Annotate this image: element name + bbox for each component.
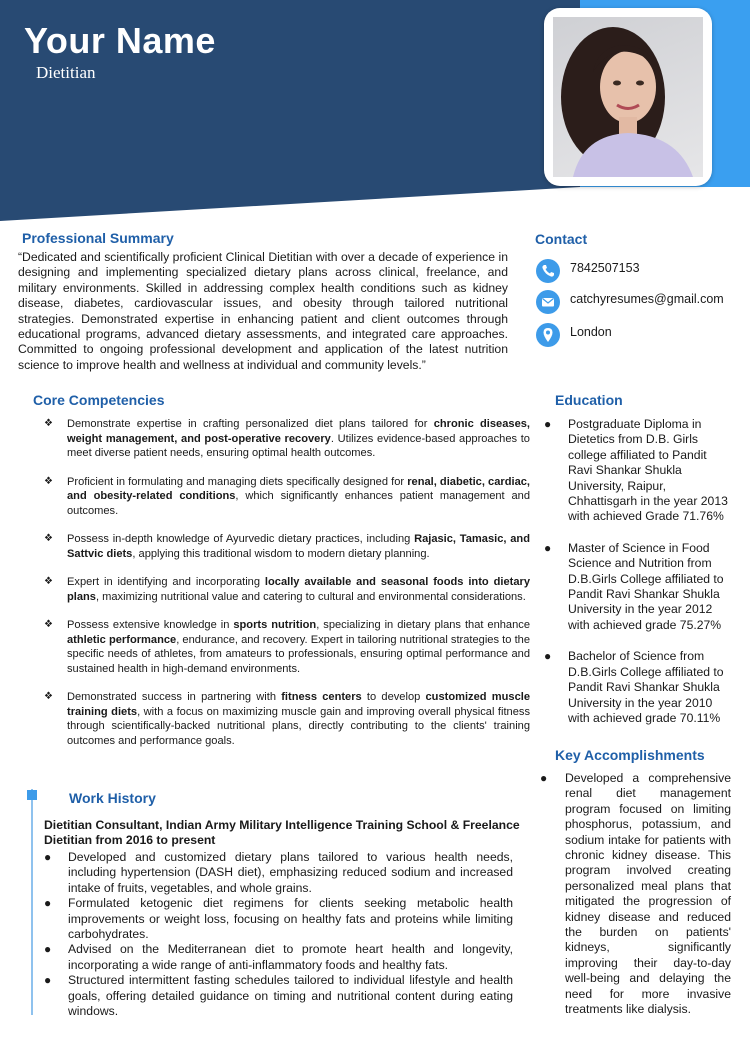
location-pin-icon <box>536 323 560 347</box>
work-item <box>44 850 513 896</box>
competency-item <box>44 417 530 461</box>
competency-item-text <box>67 576 530 603</box>
competency-text: Possess extensive knowledge in <box>67 619 234 631</box>
work-item-text: Developed and customized dietary plans tailored to various health needs, including hypertension (DASH diet), emphasizing reduced sodium and increased intake of fruits, vegetables, and whole grains. <box>68 850 513 895</box>
competency-text: , applying this traditional wisdom to modern dietary planning. <box>132 547 430 560</box>
competency-text: , which significantly enhances patient management and outcomes. <box>67 490 530 517</box>
education-item-text: Bachelor of Science from D.B.Girls College affiliated to Pandit Ravi Shankar Shukla University in the year 2010 with achieved grade 70.11% <box>568 649 724 725</box>
bullet-icon: ● <box>44 850 52 864</box>
education-list <box>544 417 734 726</box>
competency-text: Expert in identifying and incorporating <box>67 576 265 588</box>
competency-text: . Utilizes evidence-based approaches to meet diverse patient needs, ensuring optimal health outcomes. <box>67 432 530 459</box>
summary-text: “Dedicated and scientifically proficient Clinical Dietitian with over a decade of experience in designing and implementing specialized dietary plans across clinical, freelance, and military environments. Skilled in addressing complex health conditions such as kidney disease, diabetes, cardiovascular issues, and obesity through tailored nutritional strategies. Demonstrated expertise in enhancing patient and client outcomes through educational programs, advanced dietary assessments, and integrated care approaches. Committed to ongoing professional development and application of the latest nutrition science to improve health and wellness at individual and community levels.” <box>18 250 508 372</box>
education-heading: Education <box>555 392 623 408</box>
profile-photo <box>553 17 703 177</box>
accomplishment-item-text: Developed a comprehensive renal diet management program focused on limiting phosphorus, potassium, and sodium intake for patients with chronic kidney disease. This program involved creating personalized meal plans that mitigated the progression of kidney disease and reduced the burden on patients' kidneys, significantly improving their day-to-day well-being and delaying the need for more invasive treatments like dialysis. <box>565 771 731 1017</box>
accomplishments-list <box>540 771 731 1018</box>
education-item <box>544 649 734 726</box>
summary-heading: Professional Summary <box>22 230 174 246</box>
competency-item <box>44 690 530 748</box>
job-title: Dietitian Consultant, Indian Army Military Intelligence Training School & Freelance Dietitian from 2016 to present <box>44 818 520 848</box>
competency-text: Demonstrate expertise in crafting personalized diet plans tailored for <box>67 418 434 430</box>
education-item-text: Postgraduate Diploma in Dietetics from D.B. Girls college affiliated to Pandit Ravi Shankar Shukla University, Raipur, Chhattisgarh in the year 2013 with achieved Grade 71.76% <box>568 417 728 524</box>
profile-photo-frame <box>544 8 712 186</box>
bullet-icon: ● <box>544 540 552 555</box>
accomplishments-heading: Key Accomplishments <box>555 747 705 763</box>
education-item-text: Master of Science in Food Science and Nutrition from D.B.Girls College affiliated to Pandit Ravi Shankar Shukla University in the year 2012 with achieved grade 75.27% <box>568 540 724 632</box>
resume-role: Dietitian <box>36 63 96 82</box>
competency-item <box>44 575 530 604</box>
bullet-icon: ● <box>540 771 548 785</box>
work-list <box>44 850 513 1019</box>
contact-heading: Contact <box>535 231 588 247</box>
work-item-text: Structured intermittent fasting schedules tailored to individual lifestyle and health goals, offering detailed guidance on timing and nutritional content during eating windows. <box>68 973 513 1019</box>
competency-text: , with a focus on maximizing muscle gain and improving overall physical fitness through scientifically-backed nutritional plans, directly contributing to the clients' training outcomes and performance goals. <box>67 705 530 747</box>
diamond-bullet-icon: ❖ <box>44 691 53 702</box>
contact-email-text[interactable]: catchyresumes@gmail.com <box>570 292 724 306</box>
accomplishment-item <box>540 771 731 1018</box>
competency-text: Proficient in formulating and managing diets specifically designed for <box>67 475 408 488</box>
competency-highlight: fitness centers <box>281 691 362 703</box>
diamond-bullet-icon: ❖ <box>44 533 53 544</box>
education-item <box>544 417 734 525</box>
competency-highlight: renal, diabetic, cardiac, and obesity-related conditions <box>67 475 530 502</box>
phone-icon <box>536 259 560 283</box>
competency-highlight: locally available and seasonal foods into dietary plans <box>67 576 530 603</box>
competency-highlight: Rajasic, Tamasic, and Sattvic diets <box>67 533 530 560</box>
bullet-icon: ● <box>544 649 552 664</box>
bullet-icon: ● <box>44 973 52 988</box>
diamond-bullet-icon: ❖ <box>44 619 53 630</box>
diamond-bullet-icon: ❖ <box>44 576 53 587</box>
work-heading: Work History <box>69 790 156 806</box>
bullet-icon: ● <box>44 942 52 957</box>
contact-phone-text: 7842507153 <box>570 261 640 275</box>
competency-item <box>44 532 530 561</box>
timeline-line <box>31 789 33 1015</box>
competency-item-text <box>67 533 530 560</box>
competency-text: , endurance, and recovery. Expert in tailoring nutritional strategies to the specific needs of athletes, from amateurs to professionals, ensuring optimal performance and sustained health in high-demand environments. <box>67 633 530 675</box>
competency-item <box>44 475 530 519</box>
competency-text: Possess in-depth knowledge of Ayurvedic dietary practices, including <box>67 533 415 545</box>
work-item <box>44 896 513 942</box>
competency-item <box>44 618 530 676</box>
competencies-list <box>44 417 530 748</box>
bullet-icon: ● <box>44 896 52 911</box>
competencies-heading: Core Competencies <box>33 392 165 408</box>
competency-highlight: customized muscle training diets <box>67 691 531 718</box>
competency-item-text <box>67 418 530 459</box>
competency-text: , specializing in dietary plans that enhance <box>316 619 530 631</box>
diamond-bullet-icon: ❖ <box>44 475 53 487</box>
competency-text: Demonstrated success in partnering with <box>67 691 282 703</box>
work-item <box>44 942 513 973</box>
competency-item-text <box>67 476 530 517</box>
competency-item-text <box>67 619 530 675</box>
work-item-text: Formulated ketogenic diet regimens for clients seeking metabolic health improvements or weight loss, focusing on healthy fats and proteins while limiting carbohydrates. <box>68 896 513 942</box>
work-item-text: Advised on the Mediterranean diet to promote heart health and longevity, incorporating a wide range of anti-inflammatory foods and healthy fats. <box>68 942 513 972</box>
competency-highlight: sports nutrition <box>233 619 317 631</box>
competency-highlight: chronic diseases, weight management, and post-operative recovery <box>67 418 530 445</box>
education-item <box>544 541 734 633</box>
bullet-icon: ● <box>544 417 552 431</box>
diamond-bullet-icon: ❖ <box>44 418 53 429</box>
work-item <box>44 973 513 1019</box>
contact-location-text: London <box>570 325 612 339</box>
competency-text: to develop <box>361 691 426 703</box>
timeline-marker <box>27 790 37 800</box>
competency-item-text <box>67 691 530 747</box>
competency-text: , maximizing nutritional value and catering to cultural and environmental considerations. <box>95 590 526 603</box>
email-icon <box>536 290 560 314</box>
resume-name: Your Name <box>24 20 216 61</box>
competency-highlight: athletic performance <box>67 633 177 646</box>
